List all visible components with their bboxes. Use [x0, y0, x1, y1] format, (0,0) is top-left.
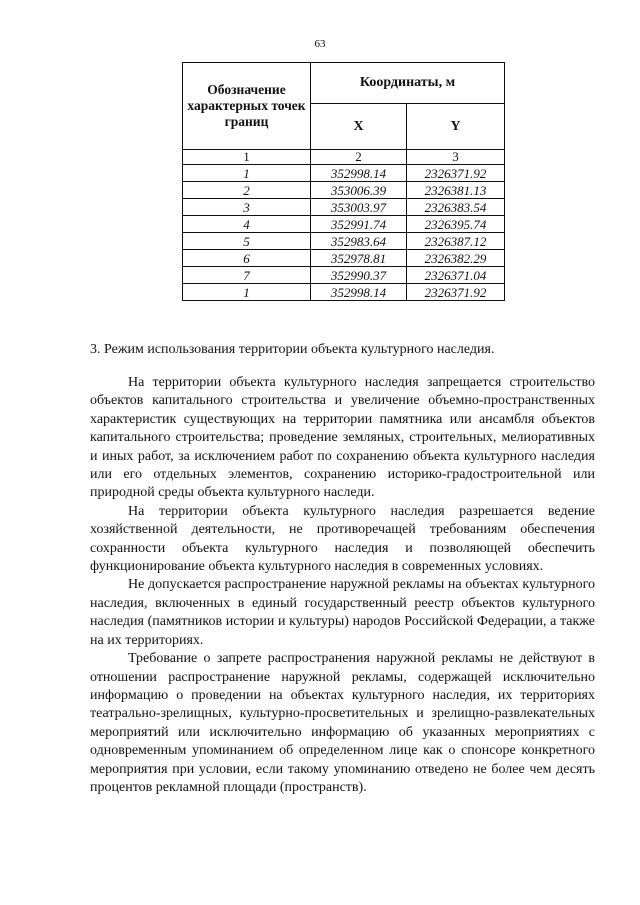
x-cell: 352991.74 [311, 216, 407, 233]
point-cell: 6 [183, 250, 311, 267]
y-cell: 2326371.92 [407, 284, 505, 301]
table-row [183, 182, 505, 199]
y-cell: 2326371.04 [407, 267, 505, 284]
page-number: 63 [314, 38, 326, 50]
table-row [183, 165, 505, 182]
table-row [183, 216, 505, 233]
table-row [183, 284, 505, 301]
point-cell: 7 [183, 267, 311, 284]
y-cell: 2326381.13 [407, 182, 505, 199]
x-cell: 352983.64 [311, 233, 407, 250]
x-cell: 352990.37 [311, 267, 407, 284]
table-row [183, 267, 505, 284]
point-cell: 3 [183, 199, 311, 216]
table-row [183, 199, 505, 216]
column-index-row [183, 150, 505, 165]
table-row [183, 250, 505, 267]
paragraph: Не допускается распространение наружной рекламы на объектах культурного наследия, включенных в единый государственный реестр объектов культурного наследия (памятников истории и культуры) народов Российской Федерации, а также на их территориях. [90, 577, 595, 648]
x-cell: 352998.14 [311, 284, 407, 301]
paragraph: На территории объекта культурного наследия разрешается ведение хозяйственной деятельности, не противоречащей требованиям обеспечения сохранности объекта культурного наследия и позволяющей обеспечить функционирование объекта культурного наследия в современных условиях. [90, 503, 595, 575]
point-cell: 2 [183, 182, 311, 199]
header-coordinates: Координаты, м [311, 63, 505, 104]
header-x: X [311, 104, 407, 150]
coordinates-table [182, 62, 505, 301]
column-index: 1 [183, 150, 311, 165]
paragraph: Требование о запрете распространения наружной рекламы не действуют в отношении распространение наружной рекламы, содержащей исключительно информацию о проведении на объектах культурного наследия, их территориях театрально-зрелищных, культурно-просветительных и зрелищно-развлекательных мероприятий или исключительно информацию об указанных мероприятиях с одновременным упоминанием об определенном лице как о спонсоре конкретного мероприятия при условии, если такому упоминанию отведено не более чем десять процентов рекламной площади (пространств). [90, 651, 595, 795]
y-cell: 2326387.12 [407, 233, 505, 250]
column-index: 3 [407, 150, 505, 165]
point-cell: 1 [183, 284, 311, 301]
x-cell: 352978.81 [311, 250, 407, 267]
paragraph: На территории объекта культурного наследия запрещается строительство объектов капитального строительства и увеличение объемно-пространственных характеристик существующих на территории памятника или ансамбля объектов капитального строительства; проведение земляных, строительных, мелиоративных и иных работ, за исключением работ по сохранению объекта культурного наследия или его отдельных элементов, сохранению историко-градостроительной или природной среды объекта культурного наследи. [90, 375, 595, 501]
x-cell: 353006.39 [311, 182, 407, 199]
x-cell: 353003.97 [311, 199, 407, 216]
table-row [183, 233, 505, 250]
header-y: Y [407, 104, 505, 150]
y-cell: 2326382.29 [407, 250, 505, 267]
y-cell: 2326395.74 [407, 216, 505, 233]
point-cell: 1 [183, 165, 311, 182]
section-heading: 3. Режим использования территории объекта культурного наследия. [90, 342, 495, 357]
body-text [90, 374, 595, 797]
y-cell: 2326371.92 [407, 165, 505, 182]
column-index: 2 [311, 150, 407, 165]
y-cell: 2326383.54 [407, 199, 505, 216]
x-cell: 352998.14 [311, 165, 407, 182]
header-point-designation: Обозначение характерных точек границ [183, 63, 311, 150]
point-cell: 4 [183, 216, 311, 233]
point-cell: 5 [183, 233, 311, 250]
